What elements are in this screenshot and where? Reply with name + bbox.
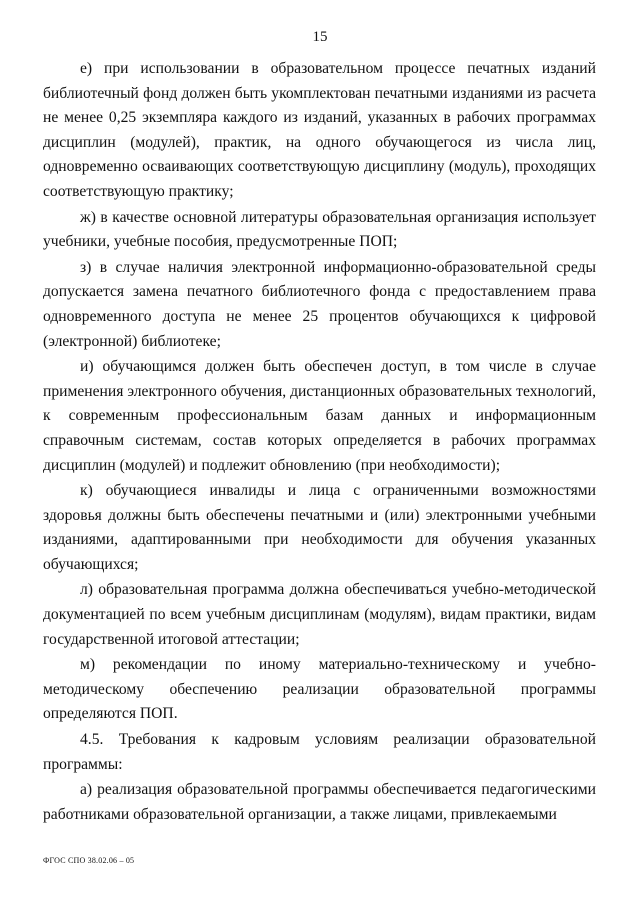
page-number: 15: [312, 29, 328, 45]
paragraph-m: м) рекомендации по иному материально-техническому и учебно-методическому обеспечению реализации образовательной программы определяются ПОП.: [43, 656, 596, 723]
page-body: [43, 57, 596, 827]
paragraph-l: л) образовательная программа должна обеспечиваться учебно-методической документацией по всем учебным дисциплинам (модулям), видам практики, видам государственной итоговой аттестации;: [43, 581, 596, 648]
paragraph-e: е) при использовании в образовательном процессе печатных изданий библиотечный фонд должен быть укомплектован печатными изданиями из расчета не менее 0,25 экземпляра каждого из изданий, указанных в рабочих программах дисциплин (модулей), практик, на одного обучающегося из числа лиц, одновременно осваивающих соответствующую дисциплину (модуль), проходящих соответствующую практику;: [43, 60, 596, 200]
paragraph-i: и) обучающимся должен быть обеспечен доступ, в том числе в случае применения электронного обучения, дистанционных образовательных технологий, к современным профессиональным базам данных и информационным справочным системам, состав которых определяется в рабочих программах дисциплин (модулей) и подлежит обновлению (при необходимости);: [43, 358, 596, 474]
paragraph-zh: ж) в качестве основной литературы образовательная организация использует учебники, учебные пособия, предусмотренные ПОП;: [43, 208, 596, 251]
paragraph-k: к) обучающиеся инвалиды и лица с ограниченными возможностями здоровья должны быть обеспечены печатными и (или) электронными учебными изданиями, адаптированными при необходимости для обучения указанных обучающихся;: [43, 482, 596, 573]
paragraph-z: з) в случае наличия электронной информационно-образовательной среды допускается замена печатного библиотечного фонда с предоставлением права одновременного доступа не менее 25 процентов обучающихся к цифровой (электронной) библиотеке;: [43, 258, 596, 350]
section-heading-4-5: 4.5. Требования к кадровым условиям реализации образовательной программы:: [43, 731, 596, 773]
footer-code: ФГОС СПО 38.02.06 – 05: [43, 856, 135, 865]
paragraph-a: а) реализация образовательной программы обеспечивается педагогическими работниками образовательной организации, а также лицами, привлекаемыми: [43, 781, 596, 823]
